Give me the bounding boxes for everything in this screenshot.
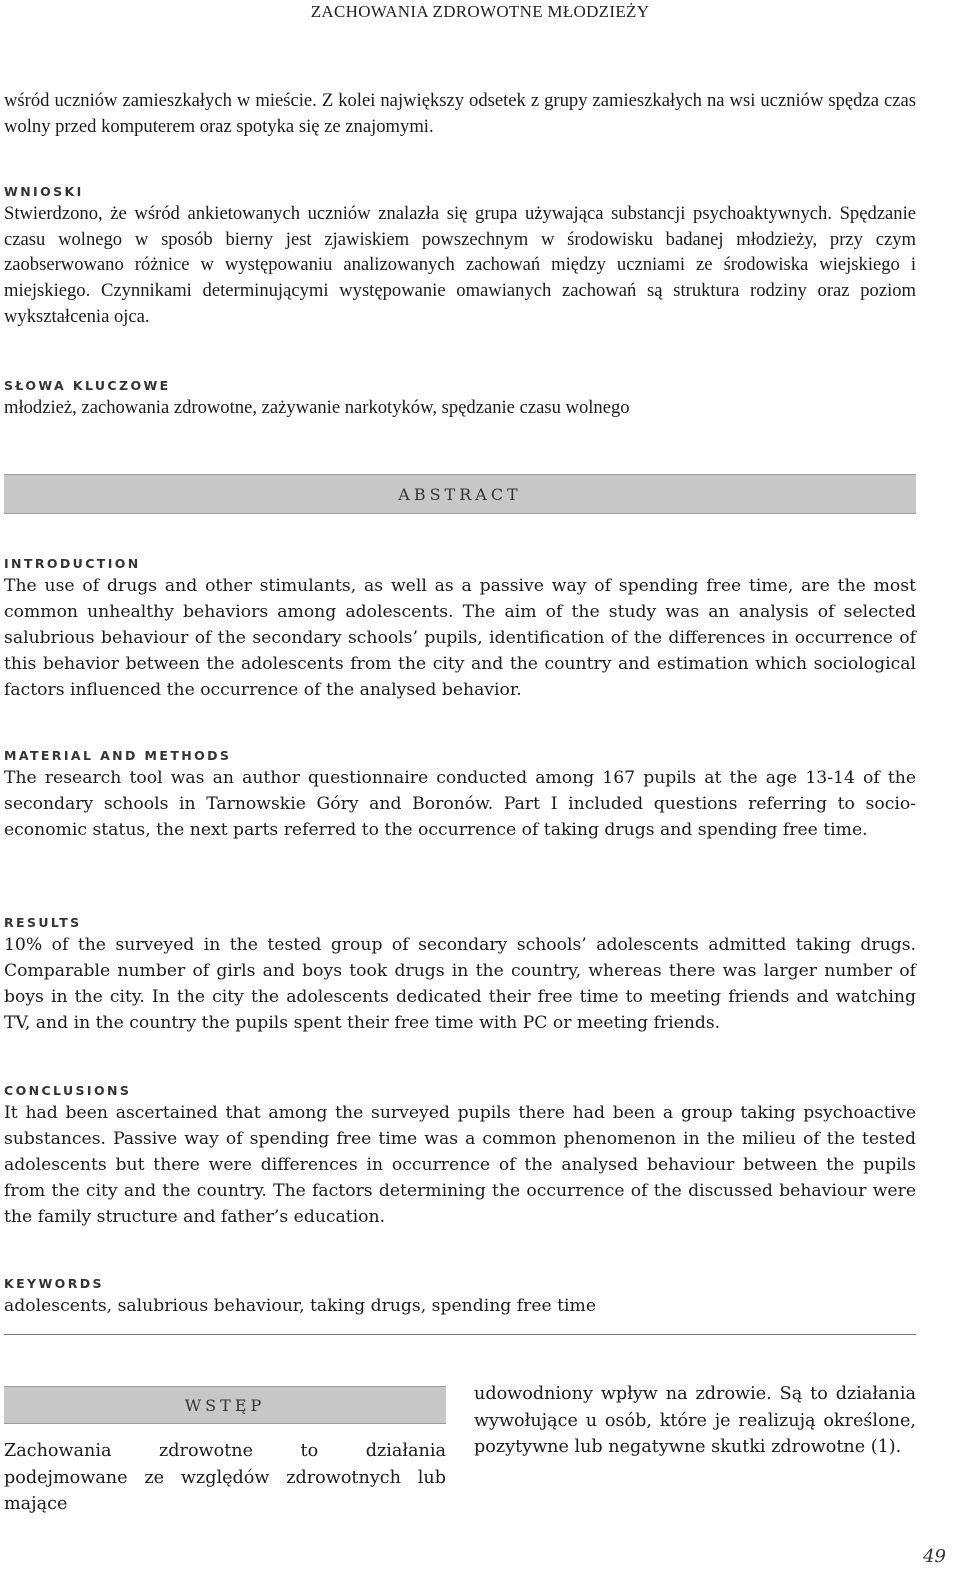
keywords-label: KEYWORDS [4, 1276, 104, 1291]
running-header: ZACHOWANIA ZDROWOTNE MŁODZIEŻY [310, 2, 650, 21]
wnioski-section [4, 184, 916, 330]
slowa-kluczowe-text: młodzież, zachowania zdrowotne, zażywanie narkotyków, spędzanie czasu wolnego [4, 397, 630, 418]
intro-continuation-text: wśród uczniów zamieszkałych w mieście. Z kolei największy odsetek z grupy zamieszkałych na wsi uczniów spędza czas wolny przed komputerem oraz spotyka się ze znajomymi. [4, 90, 916, 137]
results-text: 10% of the surveyed in the tested group of secondary schools’ adolescents admitted taking drugs. Comparable number of girls and boys took drugs in the country, whereas there was larger number of boys in the city. In the city the adolescents dedicated their free time to meeting friends and watching TV, and in the country the pupils spent their free time with PC or meeting friends. [4, 935, 916, 1033]
introduction-text: The use of drugs and other stimulants, as well as a passive way of spending free time, are the most common unhealthy behaviors among adolescents. The aim of the study was an analysis of selected salubrious behaviour of the secondary schools’ pupils, identification of the differences in occurrence of this behavior between the adolescents from the city and the country and estimation which sociological factors influenced the occurrence of the analysed behavior. [4, 576, 916, 700]
section-divider [4, 1334, 916, 1335]
material-methods-section [4, 748, 916, 843]
keywords-section [4, 1276, 916, 1319]
wstep-right-column [474, 1381, 916, 1461]
material-methods-text: The research tool was an author questionnaire conducted among 167 pupils at the age 13-14 of the secondary schools in Tarnowskie Góry and Boronów. Part I included questions referring to socio-economic status, the next parts referred to the occurrence of taking drugs and spending free time. [4, 768, 916, 840]
material-methods-label: MATERIAL AND METHODS [4, 748, 232, 763]
conclusions-section [4, 1083, 916, 1230]
wnioski-text: Stwierdzono, że wśród ankietowanych uczniów znalazła się grupa używająca substancji psychoaktywnych. Spędzanie czasu wolnego w sposób bierny jest zjawiskiem powszechnym w środowisku badanej młodzieży, przy czym zaobserwowano różnice w występowaniu analizowanych zachowań między uczniami ze środowiska wiejskiego i miejskiego. Czynnikami determinującymi występowanie omawianych zachowań są struktura rodziny oraz poziom wykształcenia ojca. [4, 203, 916, 327]
slowa-kluczowe-section [4, 378, 916, 421]
introduction-section [4, 556, 916, 703]
intro-continuation [4, 88, 916, 139]
wstep-left-column [4, 1438, 446, 1518]
results-label: RESULTS [4, 915, 82, 930]
abstract-heading: ABSTRACT [398, 484, 522, 504]
wstep-right-text: udowodniony wpływ na zdrowie. Są to działania wywołujące u osób, które je realizują określone, pozytywne lub negatywne skutki zdrowotne (1). [474, 1384, 916, 1457]
wstep-banner [4, 1386, 446, 1424]
conclusions-label: CONCLUSIONS [4, 1083, 132, 1098]
slowa-kluczowe-label: SŁOWA KLUCZOWE [4, 378, 171, 393]
wstep-left-text: Zachowania zdrowotne to działania podejmowane ze względów zdrowotnych lub mające [4, 1441, 446, 1514]
conclusions-text: It had been ascertained that among the surveyed pupils there had been a group taking psychoactive substances. Passive way of spending free time was a common phenomenon in the milieu of the tested adolescents but there were differences in occurrence of the analysed behaviour between the pupils from the city and the country. The factors determining the occurrence of the discussed behaviour were the family structure and father’s education. [4, 1103, 916, 1227]
results-section [4, 915, 916, 1036]
abstract-banner [4, 474, 916, 514]
page-number: 49 [923, 1546, 946, 1567]
introduction-label: INTRODUCTION [4, 556, 141, 571]
wstep-heading: WSTĘP [184, 1395, 266, 1415]
wnioski-label: WNIOSKI [4, 184, 84, 199]
keywords-text: adolescents, salubrious behaviour, taking drugs, spending free time [4, 1296, 597, 1316]
